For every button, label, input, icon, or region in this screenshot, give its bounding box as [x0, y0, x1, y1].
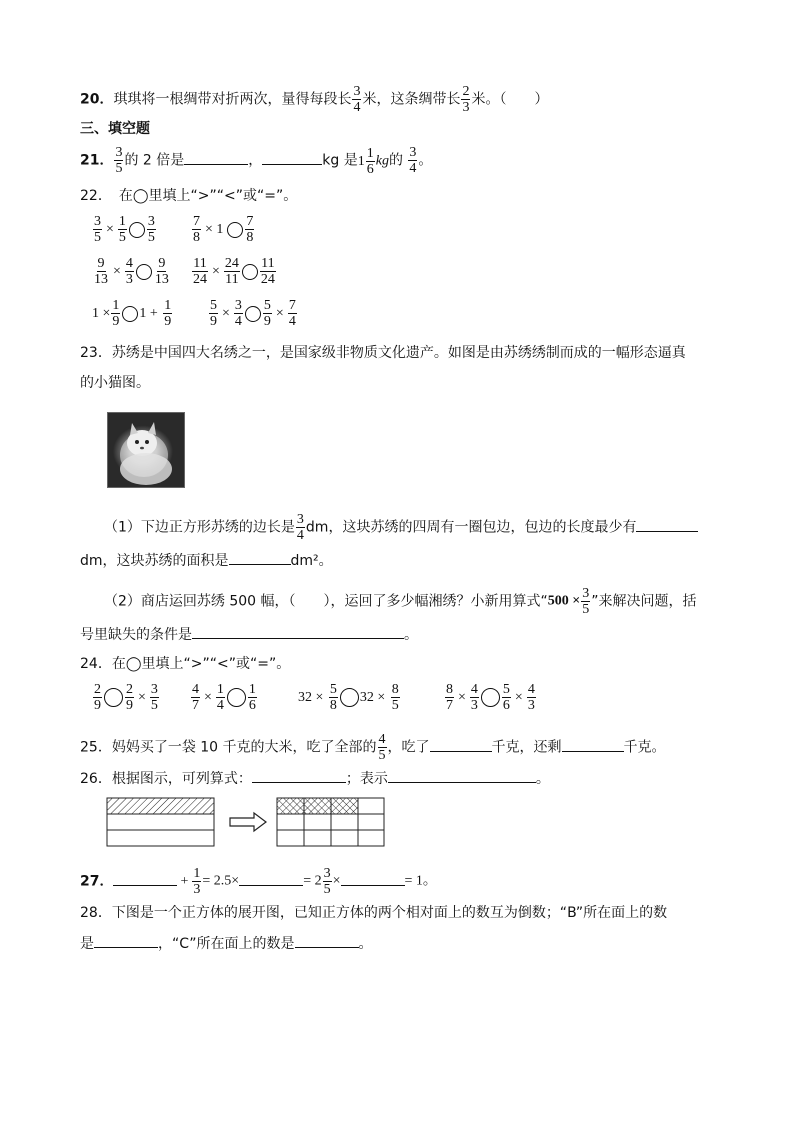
answer-blank[interactable]: [239, 871, 303, 886]
question-23-part2-cont: 号里缺失的条件是 。: [80, 624, 418, 645]
question-27: 27． + $\frac{1}{3}$ = 2.5× = 2 $\frac{3}{5}$ × = 1。: [80, 866, 437, 897]
fraction: $\frac{4}{5}$: [378, 732, 386, 763]
question-26: 26．根据图示，可列算式： ；表示 。: [80, 768, 550, 789]
compare-circle[interactable]: [245, 306, 261, 322]
fraction: $\frac{3}{4}$: [409, 145, 417, 176]
answer-blank[interactable]: [252, 768, 346, 783]
q22-expr-4: $\frac{11}{24}$ × $\frac{24}{11}$ $\frac{11}{24}$: [193, 256, 275, 287]
answer-blank[interactable]: [295, 933, 359, 948]
q24-expr-1: $\frac{2}{9}$ $\frac{2}{9}$ × $\frac{3}{5}$: [94, 682, 158, 713]
question-20: [80, 84, 548, 115]
fraction: $\frac{2}{3}$: [462, 84, 470, 115]
q22-expr-3: $\frac{9}{13}$ × $\frac{4}{3}$ $\frac{9}{13}$: [94, 256, 169, 287]
section-heading: 三、填空题: [80, 121, 150, 137]
answer-blank[interactable]: [229, 550, 291, 565]
question-21: 21． $\frac{3}{5}$ 的 2 倍是 ， kg 是1 $\frac{1}{6}$ kg的 $\frac{3}{4}$ 。: [80, 145, 433, 177]
mixed-number: 1 $\frac{1}{6}$: [357, 145, 374, 177]
answer-blank[interactable]: [636, 517, 698, 532]
answer-blank[interactable]: [562, 737, 624, 752]
fraction: $\frac{3}{5}$: [115, 145, 123, 176]
question-22-title: 22． 在◯里填上“>”“<”或“=”。: [80, 188, 298, 204]
question-number: 20．: [80, 91, 114, 108]
answer-blank[interactable]: [388, 768, 536, 783]
compare-circle[interactable]: [481, 688, 500, 707]
compare-circle[interactable]: [340, 688, 359, 707]
q24-expr-4: $\frac{8}{7}$ × $\frac{4}{3}$ $\frac{5}{6}$ × $\frac{4}{3}$: [446, 682, 535, 713]
question-28-line2: 是 ，“C”所在面上的数是 。: [80, 933, 373, 954]
fraction: $\frac{3}{4}$: [296, 512, 304, 543]
arrow-icon: [230, 813, 266, 831]
compare-circle[interactable]: [242, 264, 258, 280]
compare-circle[interactable]: [227, 688, 246, 707]
cat-embroidery-image: [107, 412, 185, 488]
answer-blank[interactable]: [192, 624, 404, 639]
compare-circle[interactable]: [227, 222, 243, 238]
left-bar-model: [107, 798, 214, 846]
compare-circle[interactable]: [129, 222, 145, 238]
answer-blank[interactable]: [262, 150, 322, 165]
answer-blank[interactable]: [341, 871, 405, 886]
compare-circle[interactable]: [104, 688, 123, 707]
answer-blank[interactable]: [113, 871, 177, 886]
question-23-part1: （1）下边正方形苏绣的边长是 $\frac{3}{4}$ dm，这块苏绣的四周有一圈包边，包边的长度最少有: [104, 512, 698, 543]
compare-circle[interactable]: [136, 264, 152, 280]
question-25: 25．妈妈买了一袋 10 千克的大米，吃了全部的 $\frac{4}{5}$ ，吃了 千克，还剩 千克。: [80, 732, 666, 763]
question-text: 米，这条绸带长: [362, 91, 461, 108]
q24-expr-3: 32 × $\frac{5}{8}$ 32 × $\frac{8}{5}$: [298, 682, 399, 713]
q24-expr-2: $\frac{4}{7}$ × $\frac{1}{4}$ $\frac{1}{6}$: [192, 682, 256, 713]
question-23-line1: 23．苏绣是中国四大名绣之一，是国家级非物质文化遗产。如图是由苏绣绣制而成的一幅形态逼真: [80, 345, 686, 361]
q22-expr-2: $\frac{7}{8}$ × 1 $\frac{7}{8}$: [193, 214, 254, 245]
q22-expr-6: $\frac{5}{9}$ × $\frac{3}{4}$ $\frac{5}{9}$ × $\frac{7}{4}$: [210, 298, 296, 329]
answer-blank[interactable]: [94, 933, 158, 948]
question-23-line2: 的小猫图。: [80, 375, 150, 391]
q22-expr-5: 1 × $\frac{1}{9}$ 1 + $\frac{1}{9}$: [92, 298, 172, 329]
fraction: $\frac{3}{5}$: [582, 586, 590, 617]
fraction: $\frac{1}{3}$: [193, 866, 201, 897]
question-23-part2: （2）商店运回苏绣 500 幅，（ ），运回了多少幅湘绣？小新用算式“500 × $\frac{3}{5}$ ”来解决问题，括: [104, 586, 697, 617]
q22-expr-1: $\frac{3}{5}$ × $\frac{1}{5}$ $\frac{3}{5}$: [94, 214, 155, 245]
fraction: $\frac{3}{5}$: [323, 866, 331, 897]
question-text: 琪琪将一根绸带对折两次，量得每段长: [113, 91, 352, 108]
compare-circle[interactable]: [122, 306, 138, 322]
fraction: $\frac{3}{4}$: [353, 84, 361, 115]
fraction-diagram: [106, 797, 386, 849]
answer-blank[interactable]: [430, 737, 492, 752]
question-24-title: 24．在◯里填上“>”“<”或“=”。: [80, 656, 291, 672]
question-28-line1: 28．下图是一个正方体的展开图，已知正方体的两个相对面上的数互为倒数；“B”所在面上的数: [80, 905, 668, 921]
question-23-part1-cont: dm，这块苏绣的面积是 dm²。: [80, 550, 333, 571]
answer-parentheses[interactable]: 米。（ ）: [471, 91, 549, 108]
right-grid-model: [277, 798, 384, 846]
question-number: 21．: [80, 152, 114, 169]
answer-blank[interactable]: [184, 150, 248, 165]
